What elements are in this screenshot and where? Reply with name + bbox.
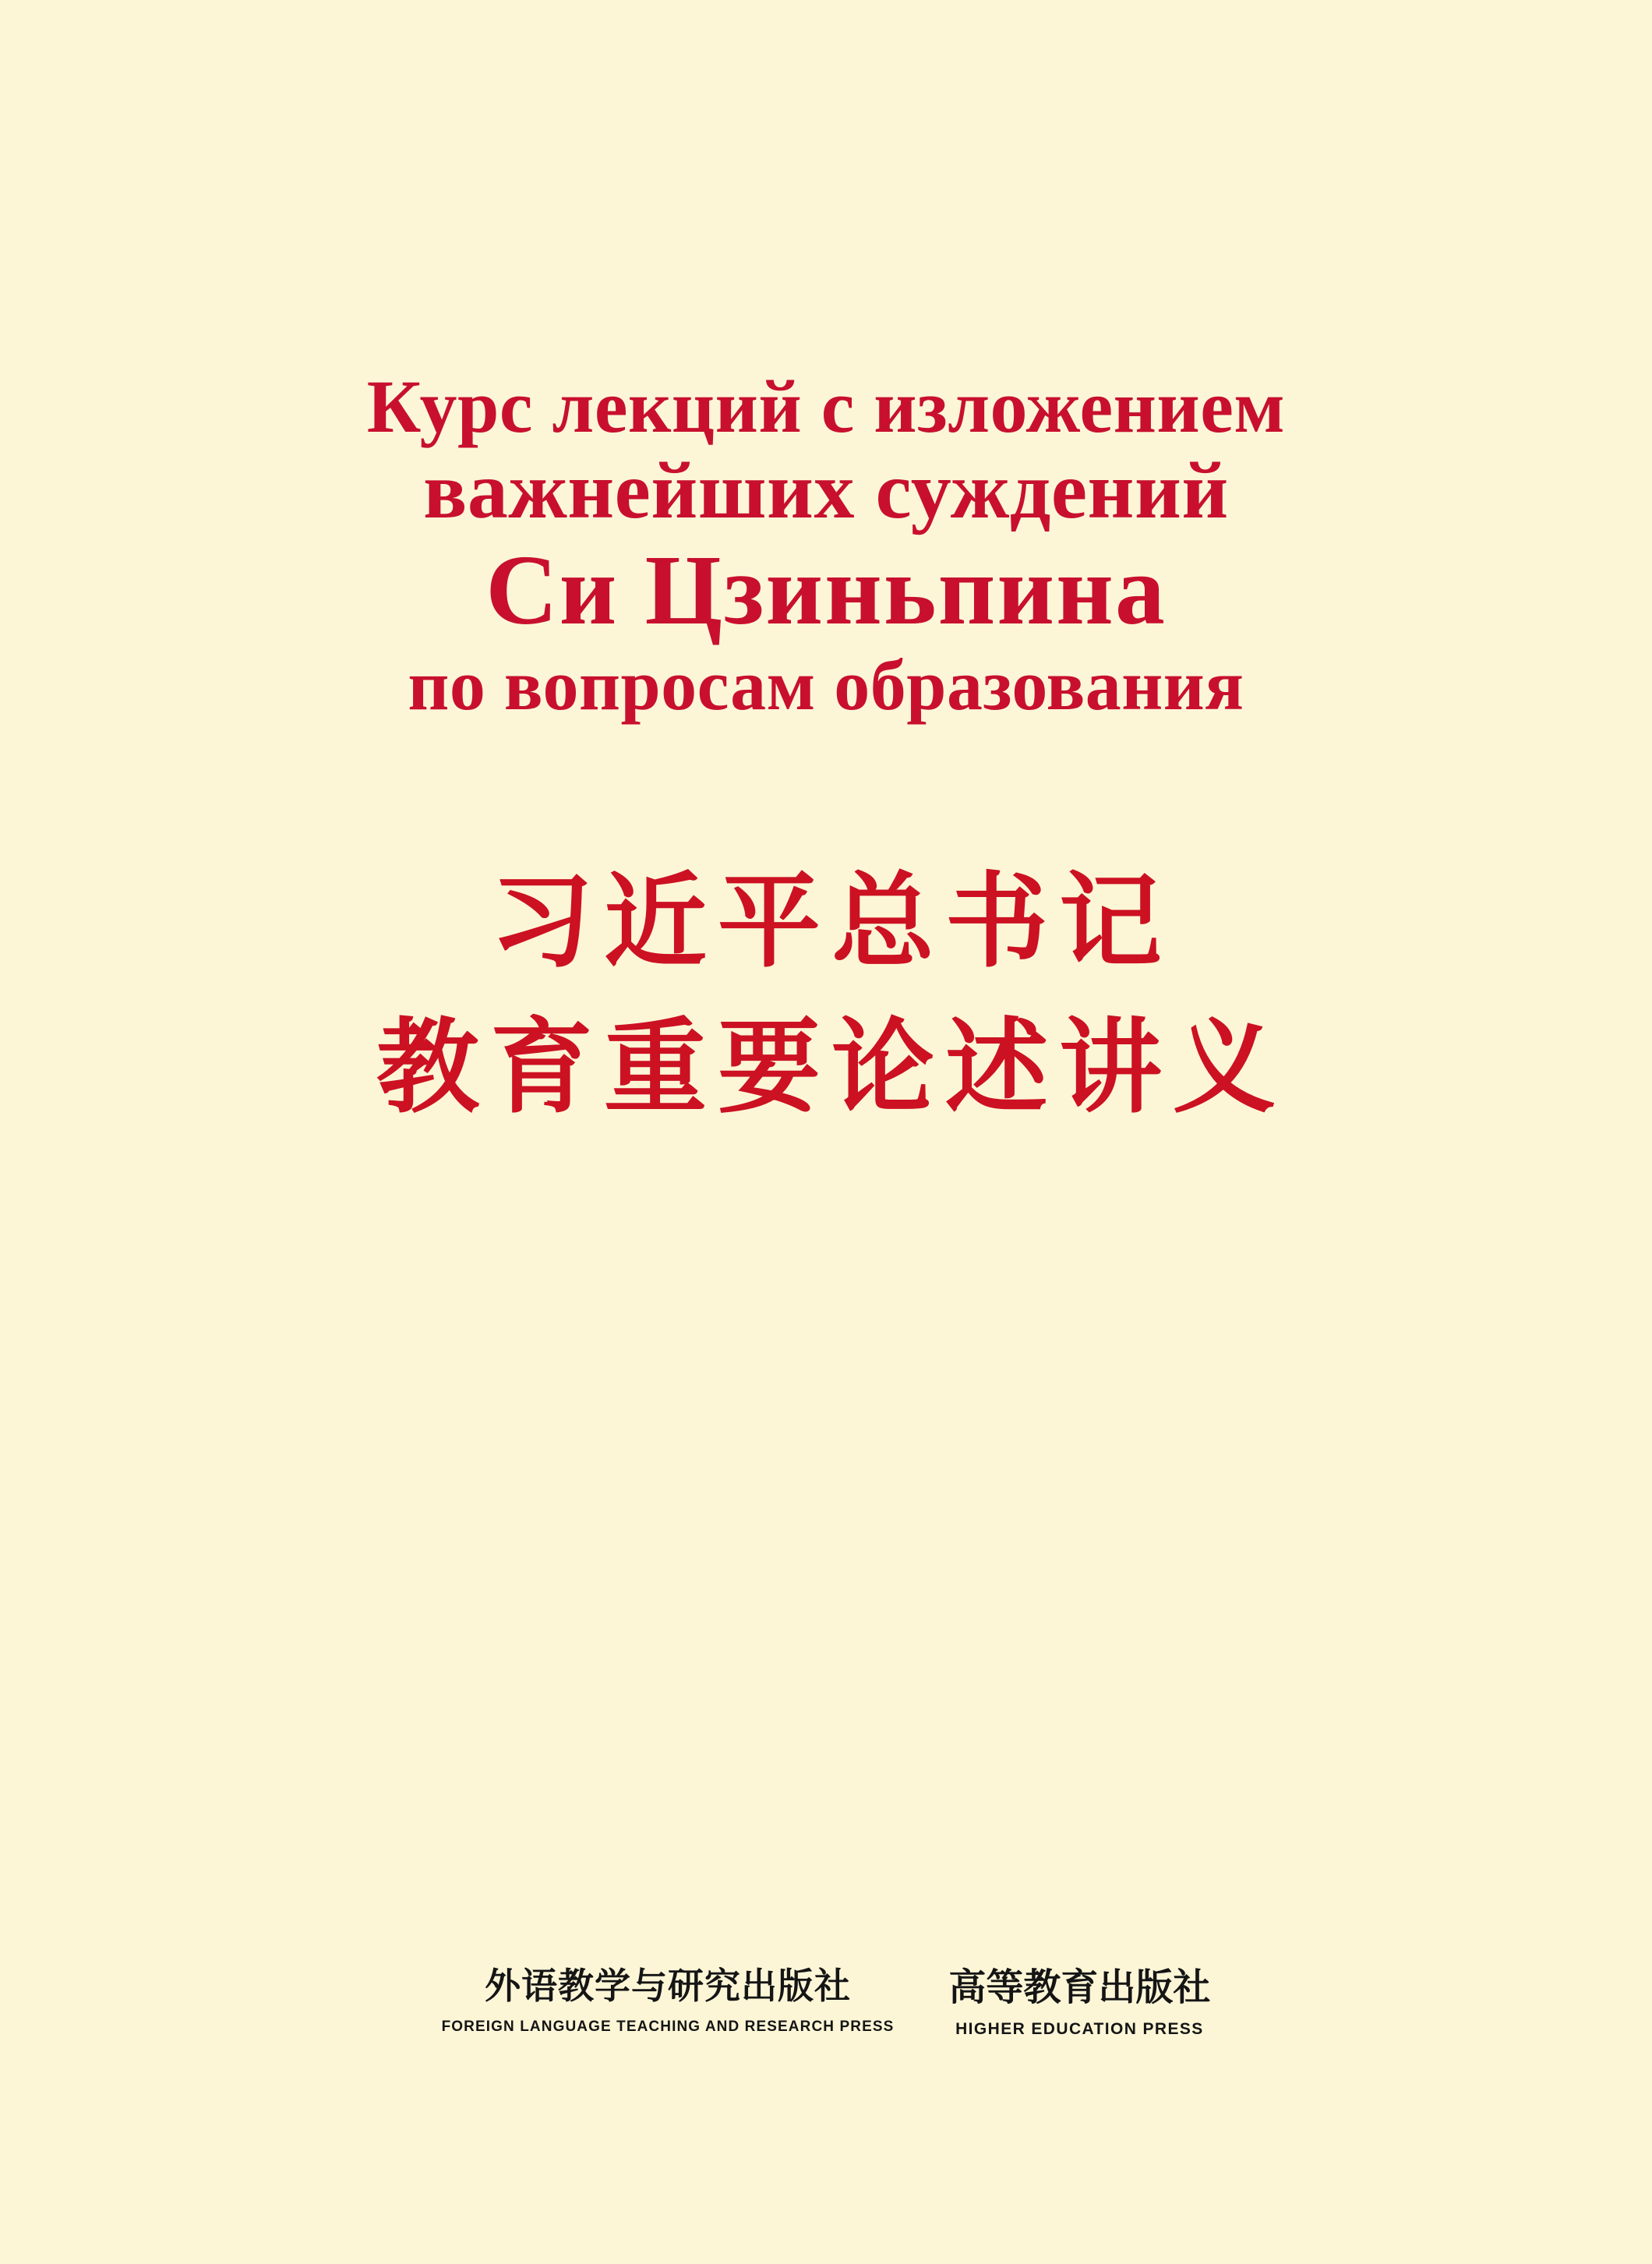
russian-title-line-4: по вопросам образования bbox=[408, 645, 1244, 726]
publisher-fltrp-cn: 外语教学与研究出版社 bbox=[484, 1965, 851, 2007]
publisher-fltrp-en: FOREIGN LANGUAGE TEACHING AND RESEARCH PRESS bbox=[441, 2018, 895, 2035]
publisher-hep bbox=[948, 1964, 1210, 2039]
russian-title-line-1: Курс лекций с изложением bbox=[366, 365, 1286, 448]
publisher-fltrp bbox=[442, 1964, 895, 2036]
publisher-logos bbox=[0, 1964, 1652, 2039]
russian-title-line-2: важнейших суждений bbox=[423, 445, 1229, 535]
chinese-title-block bbox=[0, 849, 1652, 1142]
russian-title-line-3: Си Цзиньпина bbox=[485, 534, 1167, 645]
chinese-title-line-1: 习近平总书记 bbox=[490, 862, 1173, 982]
russian-title-block bbox=[0, 366, 1652, 726]
publisher-hep-en: HIGHER EDUCATION PRESS bbox=[955, 2020, 1204, 2038]
publisher-hep-cn: 高等教育出版社 bbox=[948, 1966, 1211, 2009]
chinese-title-line-2: 教育重要论述讲义 bbox=[376, 1008, 1287, 1128]
